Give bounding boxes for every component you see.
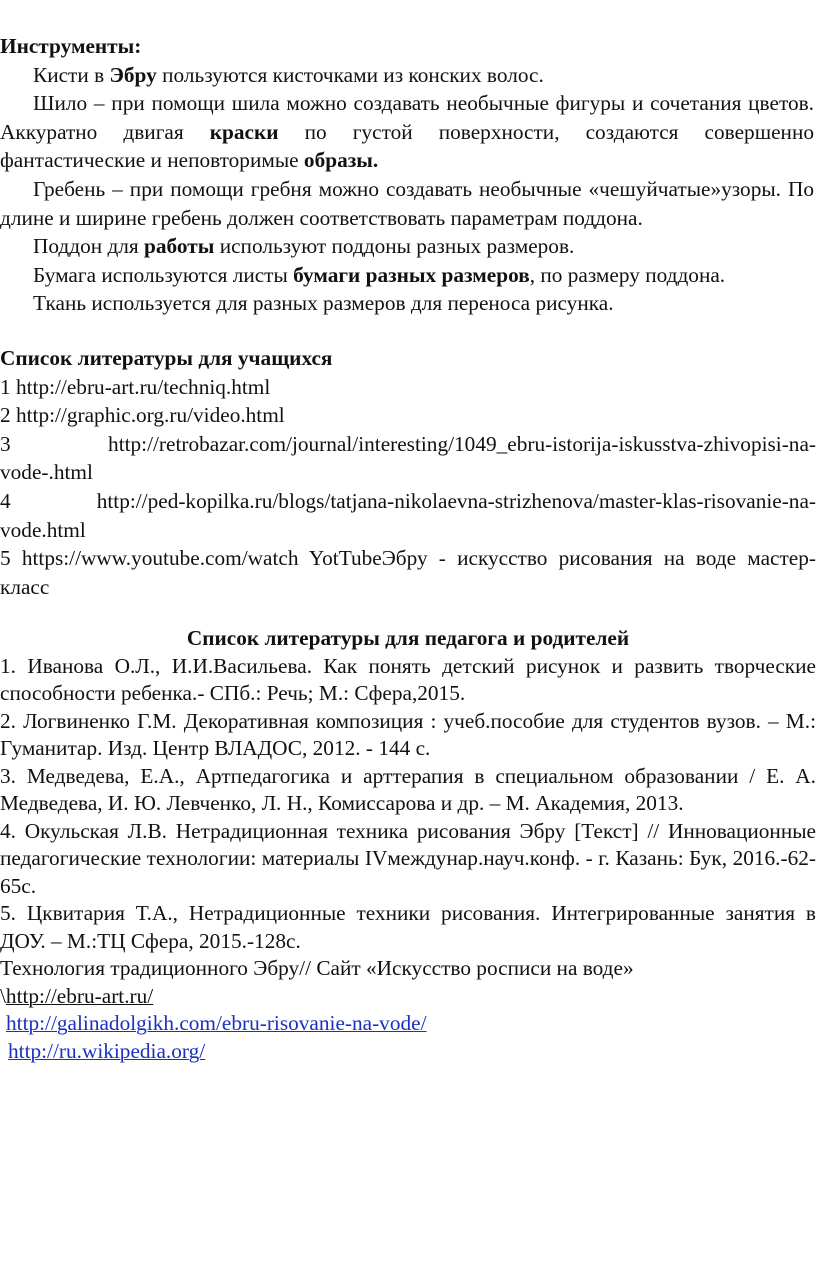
brushes-text-a: Кисти в bbox=[33, 62, 110, 87]
tools-brushes bbox=[0, 61, 814, 90]
students-literature-section bbox=[0, 344, 816, 601]
tools-comb: Гребень – при помощи гребня можно создавать необычные «чешуйчатые»узоры. По длине и ширине гребень должен соответствовать параметрам поддона. bbox=[0, 176, 814, 230]
awl-text-c: по густой поверхности, создаются совершенно фантастические и неповторимые bbox=[0, 119, 814, 173]
ebru-art-link[interactable]: http://ebru-art.ru/ bbox=[5, 983, 154, 1008]
teachers-list-item: 4. Окульская Л.В. Нетрадиционная техника рисования Эбру [Текст] // Инновационные педагогические технологии: материалы IVмеждунар.науч.конф. - г. Казань: Бук, 2016.-62- 65с. bbox=[0, 818, 816, 898]
teachers-list-item: 1. Иванова О.Л., И.И.Васильева. Как понять детский рисунок и развить творческие способности ребенка.- СПб.: Речь; М.: Сфера,2015. bbox=[0, 653, 816, 706]
wikipedia-line bbox=[0, 1038, 816, 1066]
students-list-title: Список литературы для учащихся bbox=[0, 345, 333, 370]
awl-bold-2: образы. bbox=[303, 148, 379, 173]
tools-cloth: Ткань используется для разных размеров для переноса рисунка. bbox=[33, 291, 614, 316]
students-list-item: 1 http://ebru-art.ru/techniq.html bbox=[0, 374, 271, 399]
document-page bbox=[0, 32, 816, 1065]
teachers-list-title: Список литературы для педагога и родителей bbox=[186, 626, 630, 651]
site-line: Технология традиционного Эбру// Сайт «Искусство росписи на воде» bbox=[0, 956, 634, 981]
galinadolgikh-line bbox=[0, 1010, 816, 1038]
tray-text-a: Поддон для bbox=[33, 234, 145, 259]
brushes-bold: Эбру bbox=[109, 62, 157, 87]
tray-bold: работы bbox=[144, 234, 215, 259]
students-list-item: 5 https://www.youtube.com/watch YotTubeЭбру - искусство рисования на воде мастер-класс bbox=[0, 546, 816, 599]
students-list-item: 2 http://graphic.org.ru/video.html bbox=[0, 403, 285, 428]
tray-text-c: используют поддоны разных размеров. bbox=[214, 234, 575, 259]
tools-section bbox=[0, 32, 816, 318]
site-url-line bbox=[0, 983, 816, 1011]
tools-awl bbox=[0, 89, 814, 175]
brushes-text-c: пользуются кисточками из конских волос. bbox=[156, 62, 544, 87]
teachers-list-item: 5. Цквитария Т.А., Нетрадиционные техники рисования. Интегрированные занятия в ДОУ. – М.:ТЦ Сфера, 2015.-128с. bbox=[0, 901, 816, 953]
tools-paper bbox=[0, 261, 814, 290]
awl-bold: краски bbox=[209, 119, 279, 144]
galinadolgikh-link[interactable]: http://galinadolgikh.com/ebru-risovanie-na-vode/ bbox=[6, 1011, 427, 1036]
paper-text-a: Бумага используются листы bbox=[33, 262, 294, 287]
paper-text-c: , по размеру поддона. bbox=[529, 262, 726, 287]
tools-tray bbox=[0, 232, 814, 261]
tools-heading: Инструменты: bbox=[0, 34, 142, 58]
awl-text-a: Шило – при помощи шила можно создавать необычные фигуры и сочетания цветов. Аккуратно двигая bbox=[0, 91, 814, 144]
students-list-item: 4 http://ped-kopilka.ru/blogs/tatjana-nikolaevna-strizhenova/master-klas-risovanie-na-vode.html bbox=[0, 488, 816, 542]
wikipedia-link[interactable]: http://ru.wikipedia.org/ bbox=[8, 1038, 206, 1063]
teachers-literature-section bbox=[0, 625, 816, 1065]
teachers-list-item: 2. Логвиненко Г.М. Декоративная композиция : учеб.пособие для студентов вузов. – М.: Гуманитар. Изд. Центр ВЛАДОС, 2012. - 144 с. bbox=[0, 708, 816, 761]
paper-bold: бумаги разных размеров bbox=[293, 262, 530, 287]
students-list-item: 3 http://retrobazar.com/journal/interesting/1049_ebru-istorija-iskusstva-zhivopisi-na-vode-.html bbox=[0, 431, 816, 485]
teachers-list-item: 3. Медведева, Е.А., Артпедагогика и арттерапия в специальном образовании / Е. А. Медведева, И. Ю. Левченко, Л. Н., Комиссарова и др. – М. Академия, 2013. bbox=[0, 763, 816, 816]
site-prefix: \ bbox=[0, 983, 6, 1008]
